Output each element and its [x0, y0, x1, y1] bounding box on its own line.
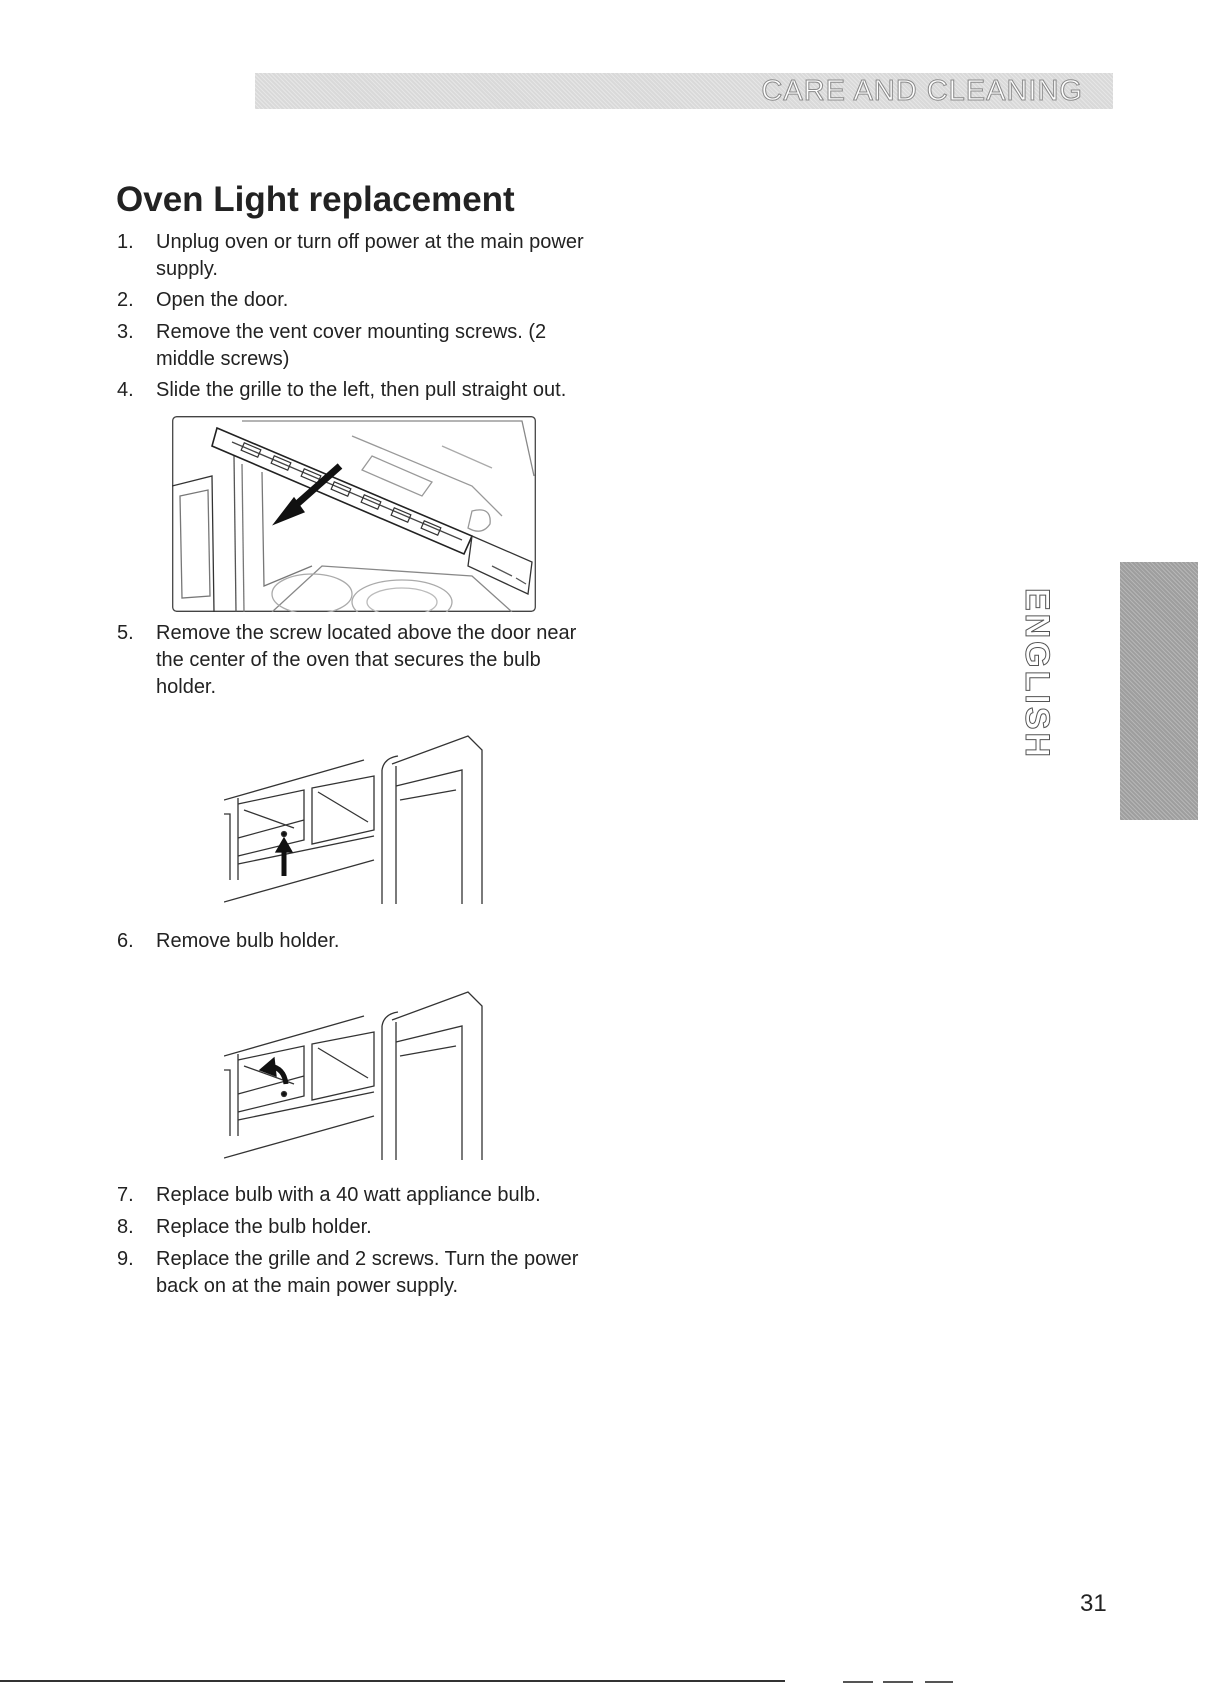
step-number: 7.: [117, 1184, 134, 1206]
page-title: Oven Light replacement: [116, 180, 515, 219]
step-2: [117, 287, 597, 314]
step-text: Remove bulb holder.: [156, 930, 340, 952]
step-number: 3.: [117, 321, 134, 343]
step-text: Slide the grille to the left, then pull straight out.: [156, 379, 567, 401]
footer-rule: [0, 1680, 785, 1682]
step-number: 5.: [117, 622, 134, 644]
step-number: 2.: [117, 289, 134, 311]
step-text: Replace the bulb holder.: [156, 1216, 372, 1238]
step-3: [117, 319, 597, 373]
step-number: 1.: [117, 231, 134, 253]
grille-removal-illustration: [172, 416, 536, 612]
step-text: Replace bulb with a 40 watt appliance bulb.: [156, 1184, 541, 1206]
footer-mark: [843, 1681, 873, 1683]
step-9: [117, 1246, 597, 1300]
language-tab: [1018, 562, 1198, 820]
remove-bulb-holder-illustration: [224, 986, 486, 1160]
step-text: Open the door.: [156, 289, 289, 311]
footer-mark: [883, 1681, 913, 1683]
step-text: Replace the grille and 2 screws. Turn the power back on at the main power supply.: [156, 1248, 579, 1297]
step-text: Unplug oven or turn off power at the main power supply.: [156, 231, 584, 280]
section-header-band: [255, 73, 1113, 109]
language-tab-label: ENGLISH: [1018, 587, 1056, 761]
section-header-title: CARE AND CLEANING: [761, 75, 1083, 107]
step-4: [117, 377, 597, 404]
step-text: Remove the vent cover mounting screws. (2 middle screws): [156, 321, 547, 370]
step-number: 6.: [117, 930, 134, 952]
step-7: [117, 1182, 597, 1209]
step-text: Remove the screw located above the door near the center of the oven that secures the bulb holder.: [156, 622, 577, 698]
step-6: [117, 928, 597, 955]
step-1: [117, 229, 597, 283]
step-number: 9.: [117, 1248, 134, 1270]
step-5: [117, 620, 597, 701]
footer-mark: [925, 1681, 953, 1683]
bulb-holder-screw-illustration: [224, 730, 486, 904]
step-8: [117, 1214, 597, 1241]
step-number: 4.: [117, 379, 134, 401]
page-number: 31: [1080, 1590, 1107, 1617]
step-number: 8.: [117, 1216, 134, 1238]
